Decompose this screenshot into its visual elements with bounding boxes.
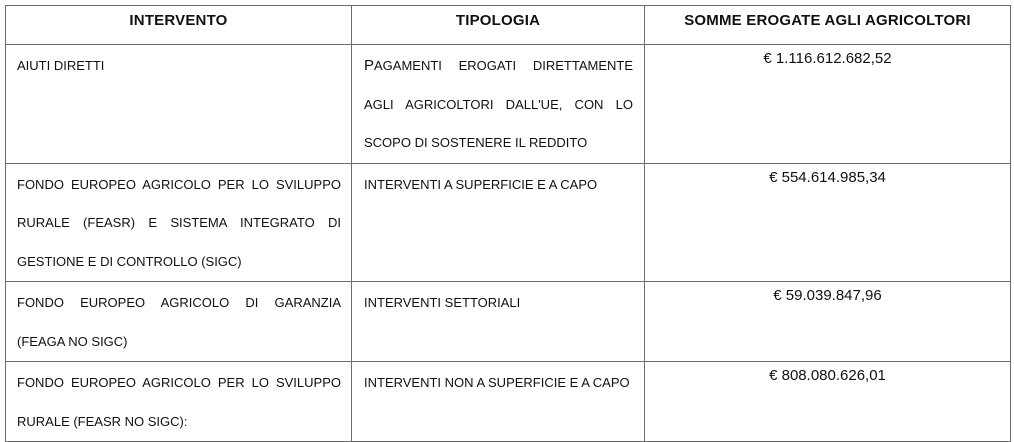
header-intervento: INTERVENTO xyxy=(6,6,352,45)
tipologia-cell: INTERVENTI SETTORIALI xyxy=(352,282,645,362)
tipologia-text: PAGAMENTI EROGATI DIRETTAMENTE AGLI AGRICOLTORI DALL'UE, CON LO SCOPO DI SOSTENERE IL REDDITO xyxy=(364,57,633,150)
table-row xyxy=(6,163,1011,282)
tipologia-cell xyxy=(352,45,645,164)
amount-cell: € 1.116.612.682,52 xyxy=(645,45,1011,164)
amount-cell: € 808.080.626,01 xyxy=(645,362,1011,442)
intervento-cell: FONDO EUROPEO AGRICOLO PER LO SVILUPPO RURALE (FEASR) E SISTEMA INTEGRATO DI GESTIONE E DI CONTROLLO (SIGC) xyxy=(6,163,352,282)
tipologia-cell: INTERVENTI NON A SUPERFICIE E A CAPO xyxy=(352,362,645,442)
amount-cell: € 59.039.847,96 xyxy=(645,282,1011,362)
header-somme-erogate: SOMME EROGATE AGLI AGRICOLTORI xyxy=(645,6,1011,45)
tipologia-cell: INTERVENTI A SUPERFICIE E A CAPO xyxy=(352,163,645,282)
table-header-row xyxy=(6,6,1011,45)
intervento-cell: FONDO EUROPEO AGRICOLO DI GARANZIA (FEAGA NO SIGC) xyxy=(6,282,352,362)
intervento-cell: FONDO EUROPEO AGRICOLO PER LO SVILUPPO RURALE (FEASR NO SIGC): xyxy=(6,362,352,442)
table-row xyxy=(6,45,1011,164)
payments-table xyxy=(5,5,1011,442)
intervento-cell: AIUTI DIRETTI xyxy=(6,45,352,164)
table-row xyxy=(6,362,1011,442)
table-row xyxy=(6,282,1011,362)
header-tipologia: TIPOLOGIA xyxy=(352,6,645,45)
amount-cell: € 554.614.985,34 xyxy=(645,163,1011,282)
